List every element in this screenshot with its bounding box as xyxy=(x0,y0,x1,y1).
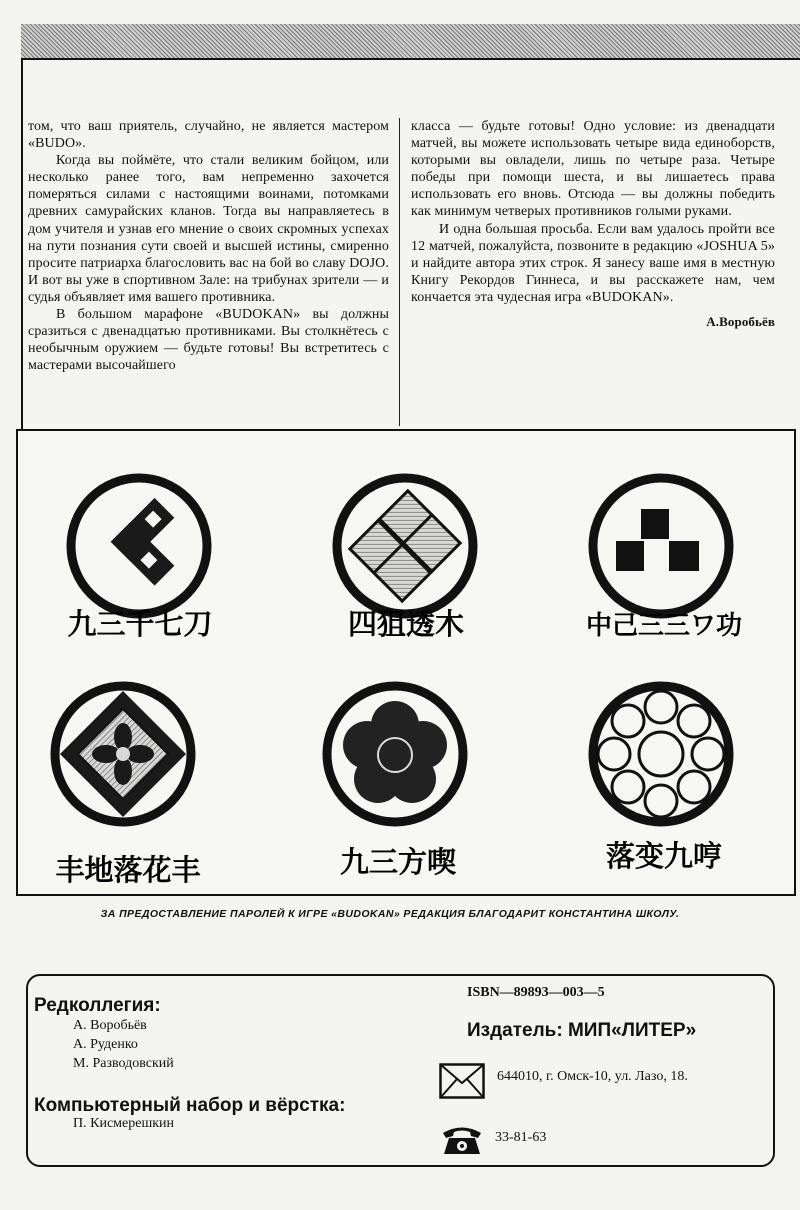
crest-2-emblem xyxy=(330,471,480,621)
layout-person: П. Кисмерешкин xyxy=(73,1116,175,1131)
crest-3-password xyxy=(574,603,754,643)
crest-6-password xyxy=(574,835,754,875)
publisher: Издатель: МИП«ЛИТЕР» xyxy=(467,1020,697,1041)
crest-4-password xyxy=(38,849,218,889)
svg-text:中己三三ワ功: 中己三三ワ功 xyxy=(585,611,743,641)
paragraph: И одна большая просьба. Если вам удалось пройти все 12 матчей, пожалуйста, позвоните в редакцию «JOSHUA 5» и найдите автора этих строк. Я занесу ваше имя в местную Книгу Рекордов Гиннеса, и вы расскажете нам, чем кончается эта чудесная игра «BUDOKAN». xyxy=(411,221,775,305)
crest-2-password xyxy=(316,603,496,643)
crest-4-emblem xyxy=(48,679,198,829)
column-divider xyxy=(399,118,400,426)
paragraph: Когда вы поймёте, что стали великим бойцом, или несколько ранее того, вам непременно захочется померяться силами с настоящими воинами, потомками древних самурайских кланов. Тогда вы направляетесь в дом учителя и узнав его мнение о своих скромных успехах на пути познания сути своей и высшей истины, смиренно просите патриарха благословить вас на бой во славу DOJO. И вот вы уже в спортивном Зале: на трибунах зрители — и судья объявляет имя вашего противника. xyxy=(28,153,389,305)
crest-5-emblem xyxy=(320,679,470,829)
crest-5-password xyxy=(308,841,488,881)
crest-6-emblem xyxy=(586,679,736,829)
crest-1-password xyxy=(50,603,230,643)
svg-text:九三千七刀: 九三千七刀 xyxy=(67,607,213,641)
isbn: ISBN—89893—003—5 xyxy=(467,985,605,1000)
article-right-column xyxy=(411,118,775,330)
article-left-column xyxy=(28,118,389,374)
envelope-icon xyxy=(439,1063,485,1099)
crest-3-emblem xyxy=(586,471,736,621)
editor-name: А. Руденко xyxy=(73,1037,138,1052)
paragraph: том, что ваш приятель, случайно, не является мастером «BUDO». xyxy=(28,119,389,152)
editorial-board-title: Редколлегия: xyxy=(34,995,161,1016)
header-hatch-band xyxy=(21,24,800,58)
svg-text:落变九哼: 落变九哼 xyxy=(605,839,723,873)
author-signature: А.Воробьёв xyxy=(706,314,775,330)
crest-panel xyxy=(16,429,796,896)
phone-number: 33-81-63 xyxy=(495,1130,547,1145)
layout-title: Компьютерный набор и вёрстка: xyxy=(34,1095,346,1116)
editor-name: А. Воробьёв xyxy=(73,1018,147,1033)
paragraph: В большом марафоне «BUDOKAN» вы должны сразиться с двенадцатью противниками. Вы столкнётесь с необычным оружием — будьте готовы! Вы встретитесь с мастерами высочайшего xyxy=(28,307,389,374)
svg-text:丰地落花丰: 丰地落花丰 xyxy=(55,853,201,887)
svg-text:四狙透木: 四狙透木 xyxy=(347,607,465,641)
address: 644010, г. Омск-10, ул. Лазо, 18. xyxy=(497,1069,688,1084)
editor-name: М. Разводовский xyxy=(73,1056,174,1071)
thanks-line: ЗА ПРЕДОСТАВЛЕНИЕ ПАРОЛЕЙ К ИГРЕ «BUDOKAN» РЕДАКЦИЯ БЛАГОДАРИТ КОНСТАНТИНА ШКОЛУ. xyxy=(100,908,680,920)
paragraph: класса — будьте готовы! Одно условие: из двенадцати матчей, вы можете использовать четыре вида единоборств, которыми вы овладели, лишь по четыре раза. Четыре победы при помощи шеста, и вы лишаетесь права использовать его вновь. Отсюда — вы должны победить как минимум четверых противников голыми руками. xyxy=(411,119,775,220)
crest-1-emblem xyxy=(64,471,214,621)
telephone-icon xyxy=(440,1124,484,1156)
svg-text:九三方喫: 九三方喫 xyxy=(339,845,457,879)
